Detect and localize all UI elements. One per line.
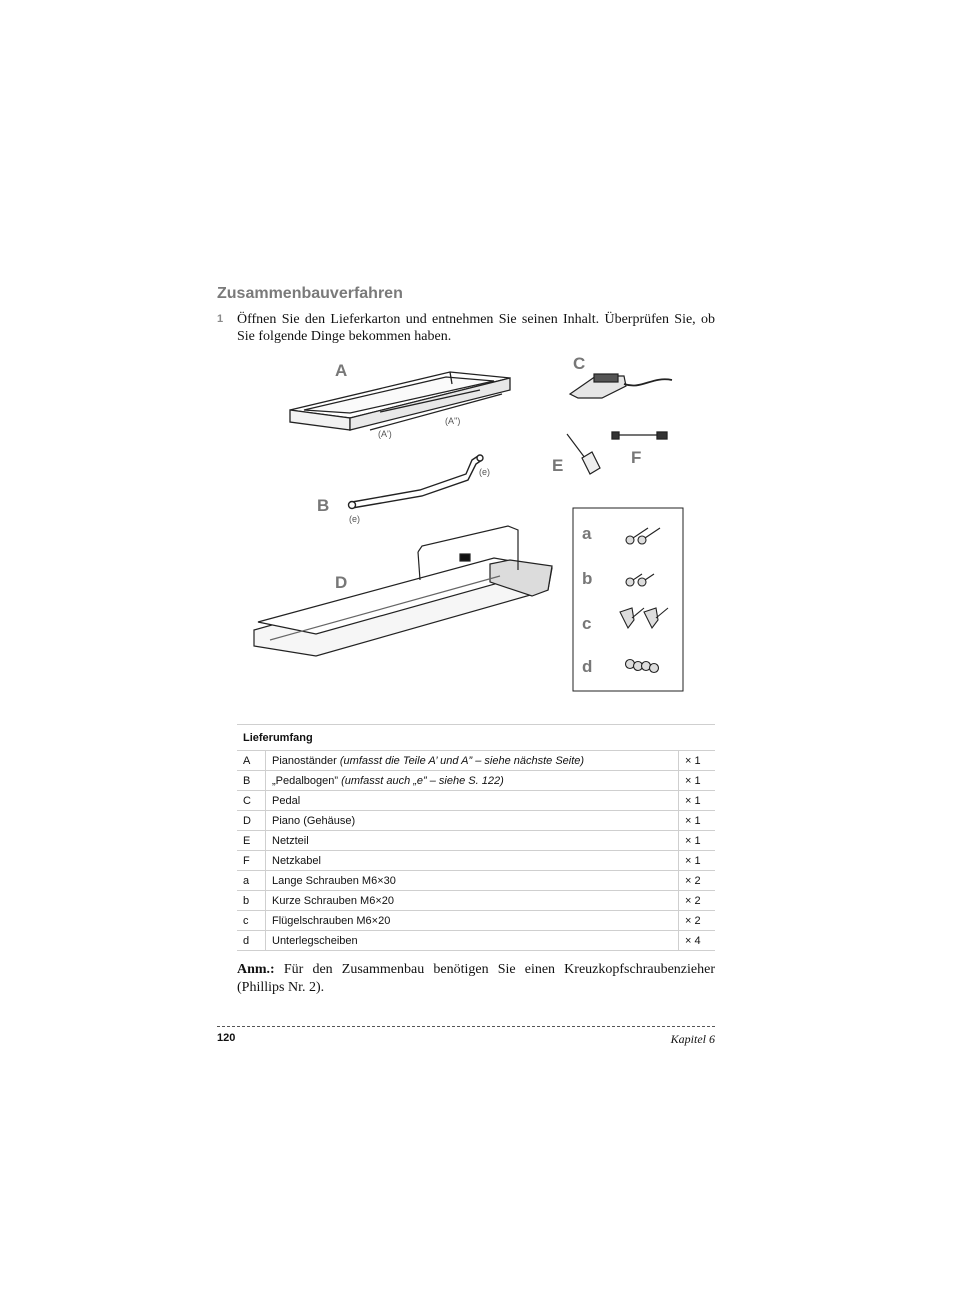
row-quantity: × 2: [679, 891, 716, 911]
label-b-lower: b: [582, 569, 593, 588]
label-a-upper: A: [335, 361, 348, 380]
pedal-bow-drawing: [349, 455, 484, 509]
row-description: [266, 751, 679, 771]
row-letter: d: [237, 931, 266, 951]
row-letter: D: [237, 811, 266, 831]
row-quantity: × 2: [679, 871, 716, 891]
footer-divider: [217, 1026, 715, 1027]
label-d-lower: d: [582, 657, 593, 676]
table-body: [237, 751, 715, 951]
row-description: [266, 831, 679, 851]
sublabel-e-right: (e): [479, 467, 490, 477]
row-desc-text: Netzkabel: [272, 854, 321, 867]
table-row: [237, 911, 715, 931]
label-d-upper: D: [335, 573, 348, 592]
row-quantity: × 1: [679, 791, 716, 811]
row-description: [266, 911, 679, 931]
row-desc-text: Pedal: [272, 794, 301, 807]
table-row: [237, 771, 715, 791]
row-description: [266, 871, 679, 891]
row-desc-text: Kurze Schrauben M6×20: [272, 894, 394, 907]
row-desc-text: Lange Schrauben M6×30: [272, 874, 396, 887]
screws-drawing: [620, 528, 668, 673]
table-row: [237, 871, 715, 891]
row-description: [266, 931, 679, 951]
row-description: [266, 891, 679, 911]
sublabel-a-prime: (A'): [378, 429, 392, 439]
page-number: 120: [217, 1032, 236, 1044]
row-quantity: × 1: [679, 851, 716, 871]
power-cable-drawing: [612, 432, 667, 439]
row-quantity: × 1: [679, 831, 716, 851]
label-a-lower: a: [582, 524, 592, 543]
row-desc-text: Flügelschrauben M6×20: [272, 914, 391, 927]
row-letter: F: [237, 851, 266, 871]
row-desc-text: Pianoständer: [272, 754, 340, 767]
row-letter: A: [237, 751, 266, 771]
table-row: [237, 891, 715, 911]
parts-illustration: [240, 350, 690, 698]
table-header: Lieferumfang: [237, 725, 715, 751]
row-letter: E: [237, 831, 266, 851]
row-letter: c: [237, 911, 266, 931]
row-desc-text: „Pedalbogen”: [272, 774, 342, 787]
row-quantity: × 2: [679, 911, 716, 931]
row-letter: C: [237, 791, 266, 811]
row-quantity: × 4: [679, 931, 716, 951]
row-quantity: × 1: [679, 771, 716, 791]
row-desc-note: (umfasst auch „e” – siehe S. 122): [341, 774, 504, 787]
row-quantity: × 1: [679, 751, 716, 771]
chapter-label: Kapitel 6: [670, 1032, 715, 1046]
row-desc-text: Unterlegscheiben: [272, 934, 358, 947]
row-description: [266, 791, 679, 811]
note-paragraph: [237, 961, 715, 997]
table-row: [237, 791, 715, 811]
row-letter: B: [237, 771, 266, 791]
row-description: [266, 851, 679, 871]
sublabel-a-double-prime: (A''): [445, 416, 461, 426]
table-row: [237, 831, 715, 851]
piano-drawing: [254, 526, 552, 656]
row-desc-text: Netzteil: [272, 834, 309, 847]
note-text: Für den Zusammenbau benötigen Sie einen Kreuzkopfschraubenzieher (Phillips Nr. 2).: [237, 962, 715, 995]
row-desc-note: (umfasst die Teile A’ und A” – siehe nächste Seite): [339, 754, 585, 767]
parts-table: [237, 724, 715, 951]
table-row: [237, 931, 715, 951]
label-c-lower: c: [582, 614, 592, 633]
step-text: Öffnen Sie den Lieferkarton und entnehmen Sie seinen Inhalt. Überprüfen Sie, ob Sie folgende Dinge bekommen haben.: [237, 312, 715, 344]
row-description: [266, 811, 679, 831]
label-f-upper: F: [631, 448, 642, 467]
row-description: [266, 771, 679, 791]
table-row: [237, 851, 715, 871]
label-e-upper: E: [552, 456, 564, 475]
label-b-upper: B: [317, 496, 330, 515]
table-row: [237, 751, 715, 771]
pedal-drawing: [570, 374, 672, 398]
row-desc-text: Piano (Gehäuse): [272, 814, 356, 827]
sublabel-e-left: (e): [349, 514, 360, 524]
stand-frame-drawing: [290, 372, 510, 430]
row-letter: b: [237, 891, 266, 911]
power-adapter-drawing: [567, 434, 600, 474]
table-row: [237, 811, 715, 831]
page-title: Zusammenbauverfahren: [217, 285, 403, 302]
note-label: Anm.:: [237, 962, 275, 977]
label-c-upper: C: [573, 354, 586, 373]
step-number: 1: [217, 313, 224, 325]
row-quantity: × 1: [679, 811, 716, 831]
row-letter: a: [237, 871, 266, 891]
